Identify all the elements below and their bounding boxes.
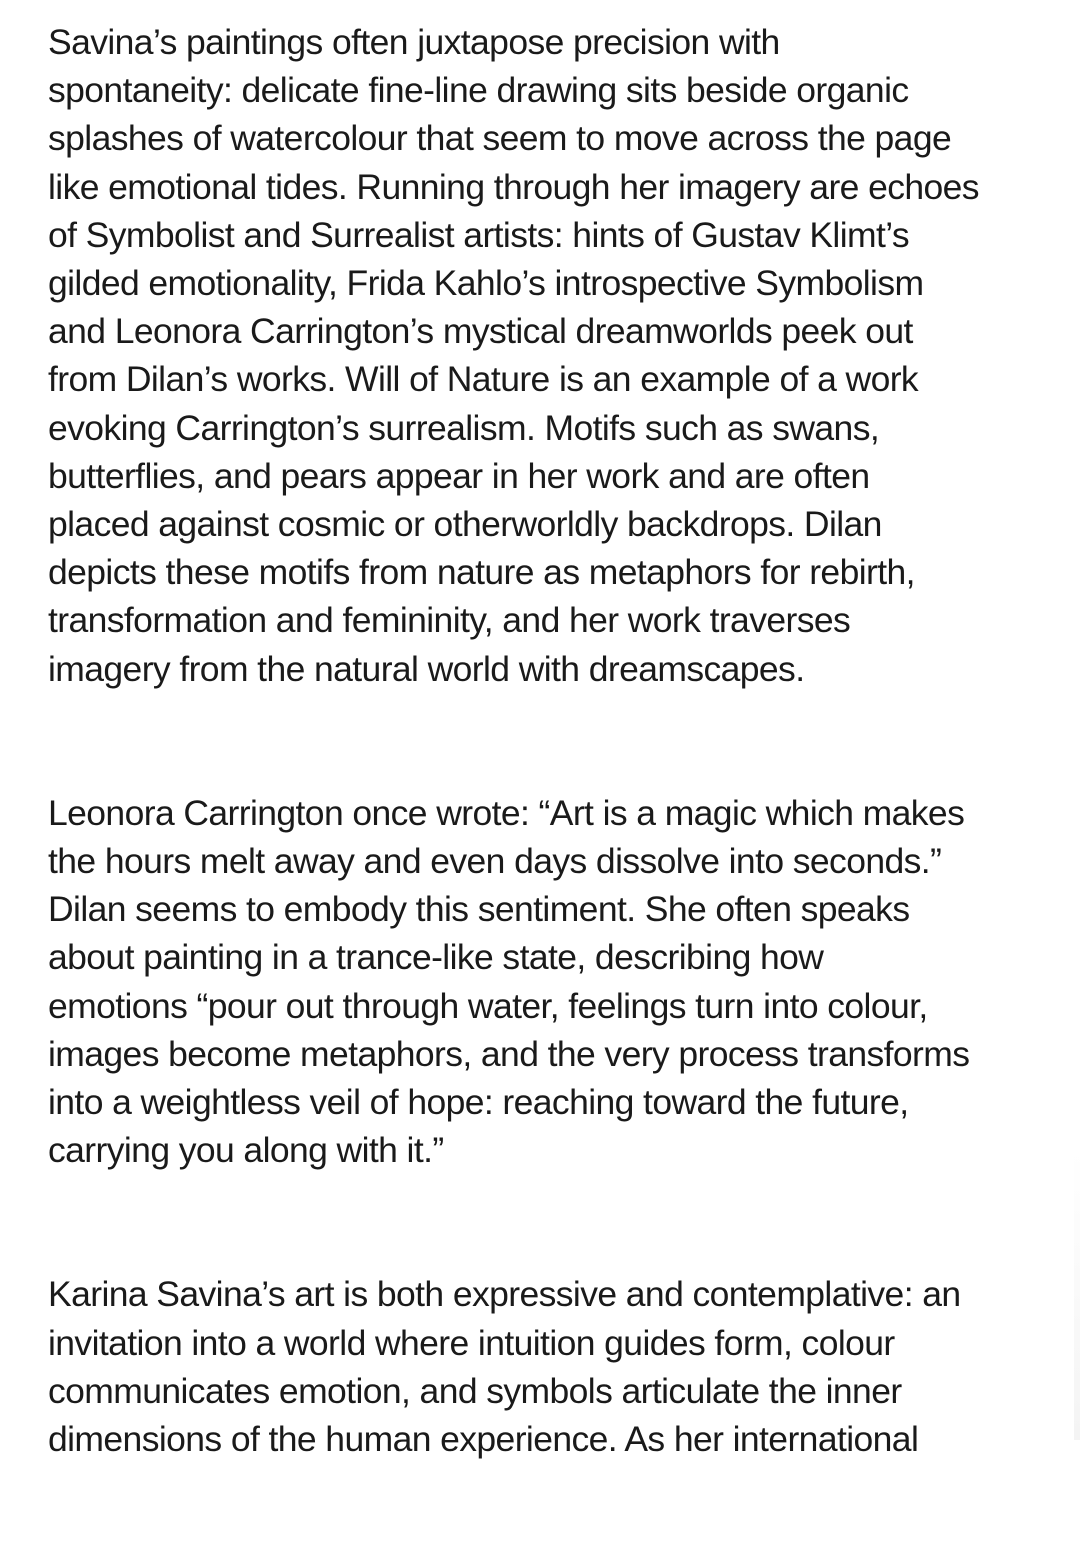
paragraph-line: invitation into a world where intuition guides form, colour — [48, 1322, 895, 1363]
paragraph-line: splashes of watercolour that seem to move across the page — [48, 118, 952, 159]
paragraph-line: depicts these motifs from nature as metaphors for rebirth, — [48, 552, 915, 593]
paragraph-1 — [48, 18, 1048, 693]
paragraph-line: transformation and femininity, and her work traverses — [48, 600, 851, 641]
paragraph-line: of Symbolist and Surrealist artists: hints of Gustav Klimt’s — [48, 214, 910, 255]
paragraph-line: about painting in a trance-like state, describing how — [48, 937, 824, 978]
paragraph-line: images become metaphors, and the very process transforms — [48, 1033, 970, 1074]
paragraph-line: emotions “pour out through water, feelings turn into colour, — [48, 985, 928, 1026]
paragraph-line: Dilan seems to embody this sentiment. She often speaks — [48, 889, 910, 930]
paragraph-line: into a weightless veil of hope: reaching toward the future, — [48, 1082, 909, 1123]
paragraph-line: Karina Savina’s art is both expressive and contemplative: an — [48, 1274, 961, 1315]
paragraph-line: imagery from the natural world with dreamscapes. — [48, 648, 805, 689]
paragraph-line: butterflies, and pears appear in her work and are often — [48, 455, 870, 496]
paragraph-line: Leonora Carrington once wrote: “Art is a magic which makes — [48, 792, 965, 833]
paragraph-line: dimensions of the human experience. As her international — [48, 1419, 919, 1460]
paragraph-line: like emotional tides. Running through her imagery are echoes — [48, 166, 979, 207]
paragraph-line: the hours melt away and even days dissolve into seconds.” — [48, 841, 942, 882]
paragraph-line: spontaneity: delicate fine-line drawing sits beside organic — [48, 70, 909, 111]
article-body — [48, 18, 1048, 1559]
paragraph-2 — [48, 789, 1048, 1175]
paragraph-line: carrying you along with it.” — [48, 1130, 444, 1171]
paragraph-line: and Leonora Carrington’s mystical dreamworlds peek out — [48, 311, 913, 352]
paragraph-line: placed against cosmic or otherworldly backdrops. Dilan — [48, 504, 882, 545]
paragraph-3 — [48, 1270, 1048, 1463]
scroll-indicator[interactable] — [1074, 1150, 1080, 1440]
paragraph-line: evoking Carrington’s surrealism. Motifs such as swans, — [48, 407, 880, 448]
paragraph-line: communicates emotion, and symbols articulate the inner — [48, 1370, 902, 1411]
paragraph-line: gilded emotionality, Frida Kahlo’s introspective Symbolism — [48, 263, 924, 304]
paragraph-line: Savina’s paintings often juxtapose precision with — [48, 22, 780, 62]
paragraph-line: from Dilan’s works. Will of Nature is an example of a work — [48, 359, 919, 400]
